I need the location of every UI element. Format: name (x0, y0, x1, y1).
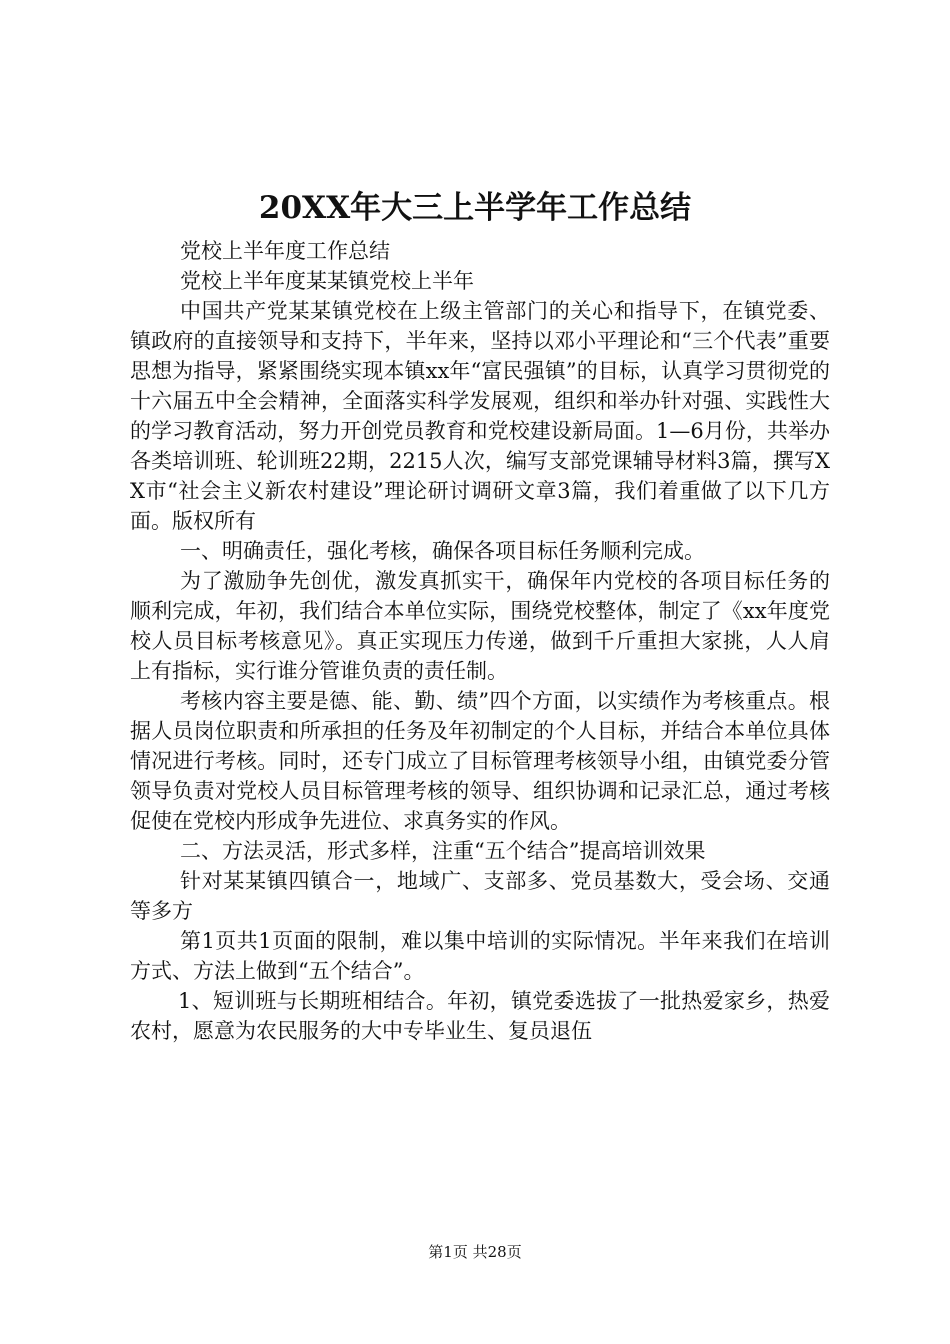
document-title: 20XX年大三上半学年工作总结 (258, 190, 692, 226)
page-footer: 第1页 共28页 (428, 1243, 522, 1261)
paragraph-goals: 为了激励争先创优，激发真抓实干，确保年内党校的各项目标任务的顺利完成，年初，我们结合本单位实际，围绕党校整体，制定了《xx年度党校人员目标考核意见》。真正实现压力传递，做到千斤重担大家挑，人人肩上有指标，实行谁分管谁负责的责任制。 (130, 569, 830, 683)
paragraph-five-combinations: 第1页共1页面的限制，难以集中培训的实际情况。半年来我们在培训方式、方法上做到“五个结合”。 (130, 929, 830, 983)
section-heading-2: 二、方法灵活，形式多样，注重“五个结合”提高培训效果 (180, 839, 706, 863)
paragraph-assessment: 考核内容主要是德、能、勤、绩”四个方面，以实绩作为考核重点。根据人员岗位职责和所承担的任务及年初制定的个人目标，并结合本单位具体情况进行考核。同时，还专门成立了目标管理考核领导小组，由镇党委分管领导负责对党校人员目标管理考核的领导、组织协调和记录汇总，通过考核促使在党校内形成争先进位、求真务实的作风。 (130, 689, 830, 833)
paragraph-subtitle-2: 党校上半年度某某镇党校上半年 (180, 269, 474, 293)
paragraph-training-item-1: 1、短训班与长期班相结合。年初，镇党委选拔了一批热爱家乡，热爱农村，愿意为农民服务的大中专毕业生、复员退伍 (130, 989, 830, 1043)
paragraph-constraints: 针对某某镇四镇合一，地域广、支部多、党员基数大，受会场、交通等多方 (130, 869, 830, 923)
paragraph-intro: 中国共产党某某镇党校在上级主管部门的关心和指导下，在镇党委、镇政府的直接领导和支持下，半年来，坚持以邓小平理论和“三个代表”重要思想为指导，紧紧围绕实现本镇xx年“富民强镇”的目标，认真学习贯彻党的十六届五中全会精神，全面落实科学发展观，组织和举办针对强、实践性大的学习教育活动，努力开创党员教育和党校建设新局面。1—6月份，共举办各类培训班、轮训班22期，2215人次，编写支部党课辅导材料3篇，撰写XX市“社会主义新农村建设”理论研讨调研文章3篇，我们着重做了以下几方面。版权所有 (130, 299, 830, 533)
section-heading-1: 一、明确责任，强化考核，确保各项目标任务顺利完成。 (180, 539, 705, 563)
paragraph-subtitle: 党校上半年度工作总结 (180, 239, 390, 263)
document-body (130, 236, 830, 1046)
